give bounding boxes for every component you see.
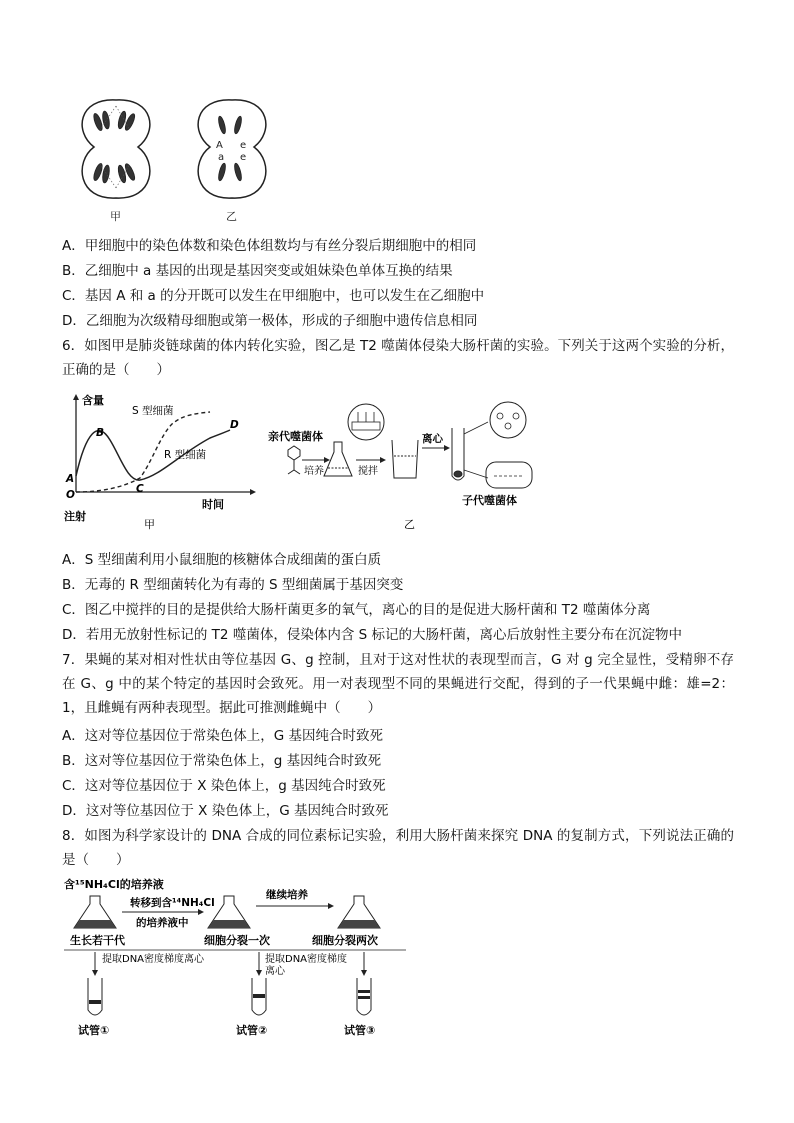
test-tube-2-icon [252, 978, 266, 1015]
label-point-b: B [96, 427, 105, 439]
cell-yi [198, 100, 266, 223]
label-yi: 乙 [226, 210, 237, 223]
q7-option-b: B．这对等位基因位于常染色体上，g 基因纯合时致死 [62, 753, 382, 769]
label-tube-1: 试管① [78, 1024, 110, 1036]
label-point-d: D [230, 419, 239, 431]
q5-option-c: C．基因 A 和 a 的分开既可以发生在甲细胞中，也可以发生在乙细胞中 [62, 288, 485, 304]
label-divide-once: 细胞分裂一次 [204, 934, 270, 947]
label-tube-2: 试管② [236, 1024, 268, 1036]
q6-option-b: B．无毒的 R 型细菌转化为有毒的 S 型细菌属于基因突变 [62, 577, 404, 593]
label-divide-twice: 细胞分裂两次 [312, 934, 378, 947]
test-tube-3-icon [357, 978, 371, 1015]
beaker-icon [392, 440, 418, 478]
graph-ylabel: 含量 [82, 394, 104, 407]
q7-option-a: A．这对等位基因位于常染色体上，G 基因纯合时致死 [62, 728, 383, 744]
label-tube-3: 试管③ [344, 1024, 376, 1036]
test-tube-1-icon [88, 978, 102, 1015]
gene-A-label: A [216, 140, 223, 151]
label-s-type: S 型细菌 [132, 405, 174, 417]
label-culture: 培养 [304, 466, 324, 477]
q6-stem: 6．如图甲是肺炎链球菌的体内转化实验，图乙是 T2 噬菌体侵染大肠杆菌的实验。下列关于这两个实验的分析，正确的是（ ） [62, 338, 734, 378]
q8-stem: 8．如图为科学家设计的 DNA 合成的同位素标记实验，利用大肠杆菌来探究 DNA 的复制方式，下列说法正确的是（ ） [62, 828, 734, 868]
q7-option-d: D．这对等位基因位于 X 染色体上，G 基因纯合时致死 [62, 803, 389, 819]
label-point-c: C [136, 483, 144, 495]
label-parent-phage: 亲代噬菌体 [268, 430, 323, 443]
label-inject: 注射 [64, 510, 86, 523]
cell-division-figure [70, 92, 280, 227]
gene-e-top-label: e [240, 140, 247, 151]
label-continue: 继续培养 [266, 889, 308, 901]
q7-option-c: C．这对等位基因位于 X 染色体上，g 基因纯合时致死 [62, 778, 386, 794]
cell-jia [82, 100, 150, 223]
phage-icon [288, 446, 300, 474]
label-point-a: A [66, 473, 75, 485]
label-origin: O [66, 489, 75, 501]
label-exp-yi: 乙 [404, 518, 415, 530]
label-extract-2a: 提取DNA密度梯度 [265, 954, 348, 965]
label-jia: 甲 [110, 210, 121, 223]
label-grow: 生长若干代 [70, 934, 125, 947]
phage-experiment-figure [266, 400, 556, 530]
label-stir: 搅拌 [358, 466, 378, 477]
q6-option-a: A．S 型细菌利用小鼠细胞的核糖体合成细菌的蛋白质 [62, 552, 382, 568]
label-centrifuge: 离心 [422, 433, 443, 445]
label-medium: 含¹⁵NH₄Cl的培养液 [64, 878, 164, 891]
q5-option-b: B．乙细胞中 a 基因的出现是基因突变或姐妹染色单体互换的结果 [62, 263, 453, 279]
graph-xlabel: 时间 [202, 498, 224, 511]
label-graph-jia: 甲 [144, 518, 155, 531]
gene-e-bottom-label: e [240, 152, 247, 163]
label-progeny-phage: 子代噬菌体 [462, 494, 517, 507]
flask-3-icon [338, 896, 380, 928]
centrifuge-tube-icon [452, 428, 464, 480]
gene-a-label: a [218, 152, 225, 163]
flask-icon [324, 442, 352, 476]
label-transfer-line1: 转移到含¹⁴NH₄Cl [130, 897, 215, 909]
q6-option-d: D．若用无放射性标记的 T2 噬菌体，侵染体内含 S 标记的大肠杆菌，离心后放射性主要分布在沉淀物中 [62, 627, 682, 643]
q7-stem: 7．果蝇的某对相对性状由等位基因 G、g 控制，且对于这对性状的表现型而言，G 对 g 完全显性，受精卵不存在 G、g 中的某个特定的基因时会致死。用一对表现型不同的果蝇进行交配，得到的子一代果蝇中雌：雄=2：1，且雌蝇有两种表现型。据此可推测雌蝇中（ ） [62, 652, 734, 716]
q6-option-c: C．图乙中搅拌的目的是提供给大肠杆菌更多的氧气，离心的目的是促进大肠杆菌和 T2 噬菌体分离 [62, 602, 651, 618]
infection-circle [348, 404, 384, 440]
q5-option-d: D．乙细胞为次级精母细胞或第一极体，形成的子细胞中遗传信息相同 [62, 313, 478, 329]
label-r-type: R 型细菌 [164, 449, 207, 461]
label-transfer-line2: 的培养液中 [136, 917, 189, 929]
transformation-graph [60, 392, 260, 532]
label-extract-2b: 离心 [265, 966, 285, 977]
label-extract-1: 提取DNA密度梯度离心 [102, 954, 205, 965]
dna-replication-figure [60, 876, 420, 1036]
q5-option-a: A．甲细胞中的染色体数和染色体组数均与有丝分裂后期细胞中的相同 [62, 238, 477, 254]
flask-1-icon [74, 896, 116, 928]
